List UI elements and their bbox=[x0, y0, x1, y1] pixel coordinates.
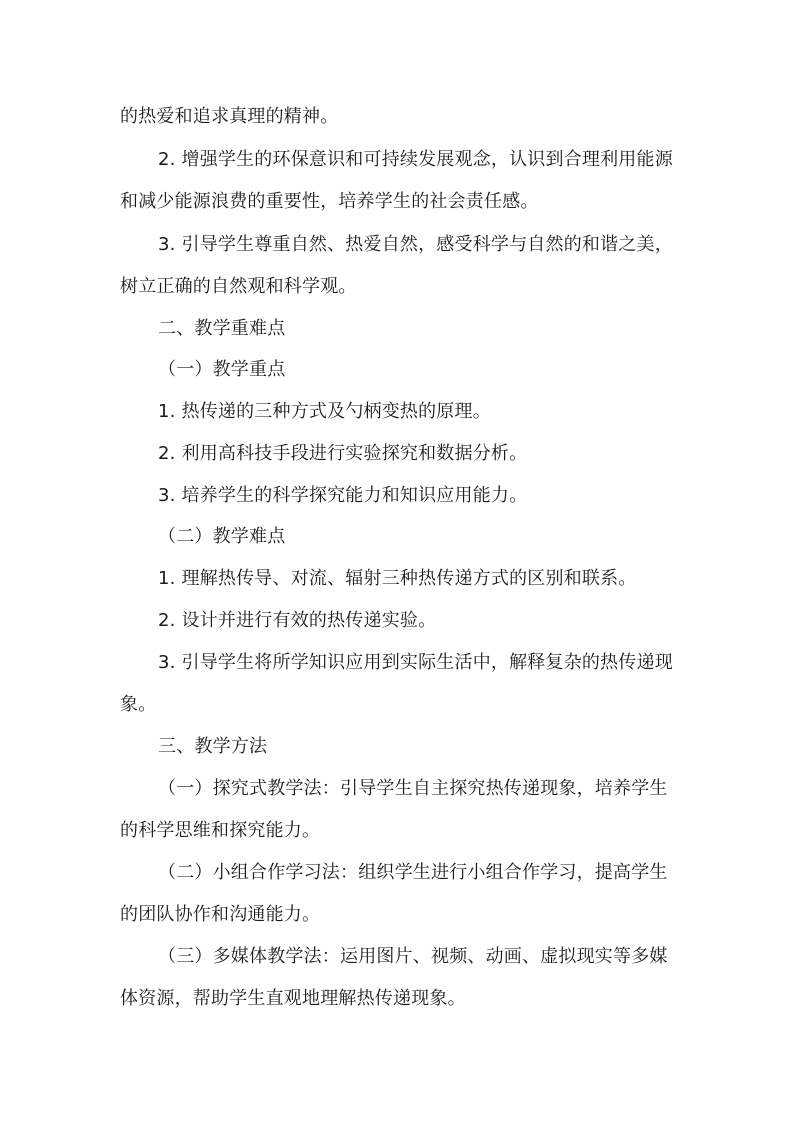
text-line: 2. 利用高科技手段进行实验探究和数据分析。 bbox=[158, 443, 528, 464]
text-line: 体资源，帮助学生直观地理解热传递现象。 bbox=[120, 988, 466, 1009]
text-line: （一）探究式教学法：引导学生自主探究热传递现象，培养学生 bbox=[158, 778, 668, 799]
text-line: 2. 增强学生的环保意识和可持续发展观念，认识到合理利用能源 bbox=[158, 149, 673, 170]
text-line: 1. 热传递的三种方式及勺柄变热的原理。 bbox=[158, 401, 491, 422]
text-line: 2. 设计并进行有效的热传递实验。 bbox=[158, 610, 437, 631]
text-line: 的科学思维和探究能力。 bbox=[120, 820, 321, 841]
text-line: 3. 引导学生尊重自然、热爱自然，感受科学与自然的和谐之美， bbox=[158, 234, 673, 255]
text-line: （二）小组合作学习法：组织学生进行小组合作学习，提高学生 bbox=[158, 862, 668, 883]
text-line: 和减少能源浪费的重要性，培养学生的社会责任感。 bbox=[120, 191, 539, 212]
text-line: 的团队协作和沟通能力。 bbox=[120, 904, 321, 925]
section-heading: 三、教学方法 bbox=[158, 736, 268, 757]
text-line: 3. 引导学生将所学知识应用到实际生活中，解释复杂的热传递现 bbox=[158, 652, 673, 673]
text-line: 3. 培养学生的科学探究能力和知识应用能力。 bbox=[158, 485, 528, 506]
text-line: 树立正确的自然观和科学观。 bbox=[120, 276, 357, 297]
text-line: （三）多媒体教学法：运用图片、视频、动画、虚拟现实等多媒 bbox=[158, 946, 668, 967]
section-heading: 二、教学重难点 bbox=[158, 318, 286, 339]
text-line: 的热爱和追求真理的精神。 bbox=[120, 106, 339, 127]
text-line: 1. 理解热传导、对流、辐射三种热传递方式的区别和联系。 bbox=[158, 568, 637, 589]
subsection-heading: （一）教学重点 bbox=[158, 359, 286, 380]
subsection-heading: （二）教学难点 bbox=[158, 526, 286, 547]
text-line: 象。 bbox=[120, 694, 157, 715]
